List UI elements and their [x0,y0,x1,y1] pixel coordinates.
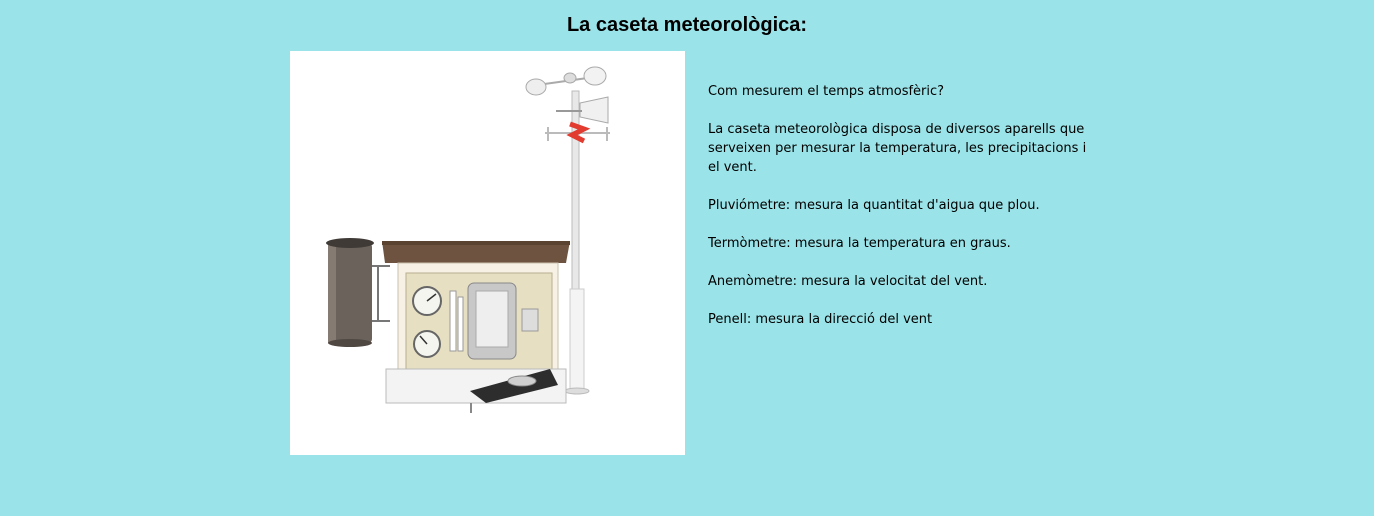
wind-vane-text: Penell: mesura la direcció del vent [708,312,933,327]
anemometer-text: Anemòmetre: mesura la velocitat del vent. [708,274,988,289]
thermometer-text: Termòmetre: mesura la temperatura en graus. [708,236,1011,251]
pluviometer-illustration [326,238,390,347]
question-text: Com mesurem el temps atmosfèric? [708,84,945,99]
description-text [708,82,1088,348]
weather-station-image [290,51,685,455]
page-title: La caseta meteorològica: [566,14,808,36]
intro-text: La caseta meteorològica disposa de diversos aparells que serveixen per mesurar la temperatura, les precipitacions i el vent. [708,122,1087,175]
measuring-cylinder-illustration [565,289,589,394]
station-box-illustration [382,241,570,413]
pluviometer-text: Pluviómetre: mesura la quantitat d'aigua que plou. [708,198,1040,213]
